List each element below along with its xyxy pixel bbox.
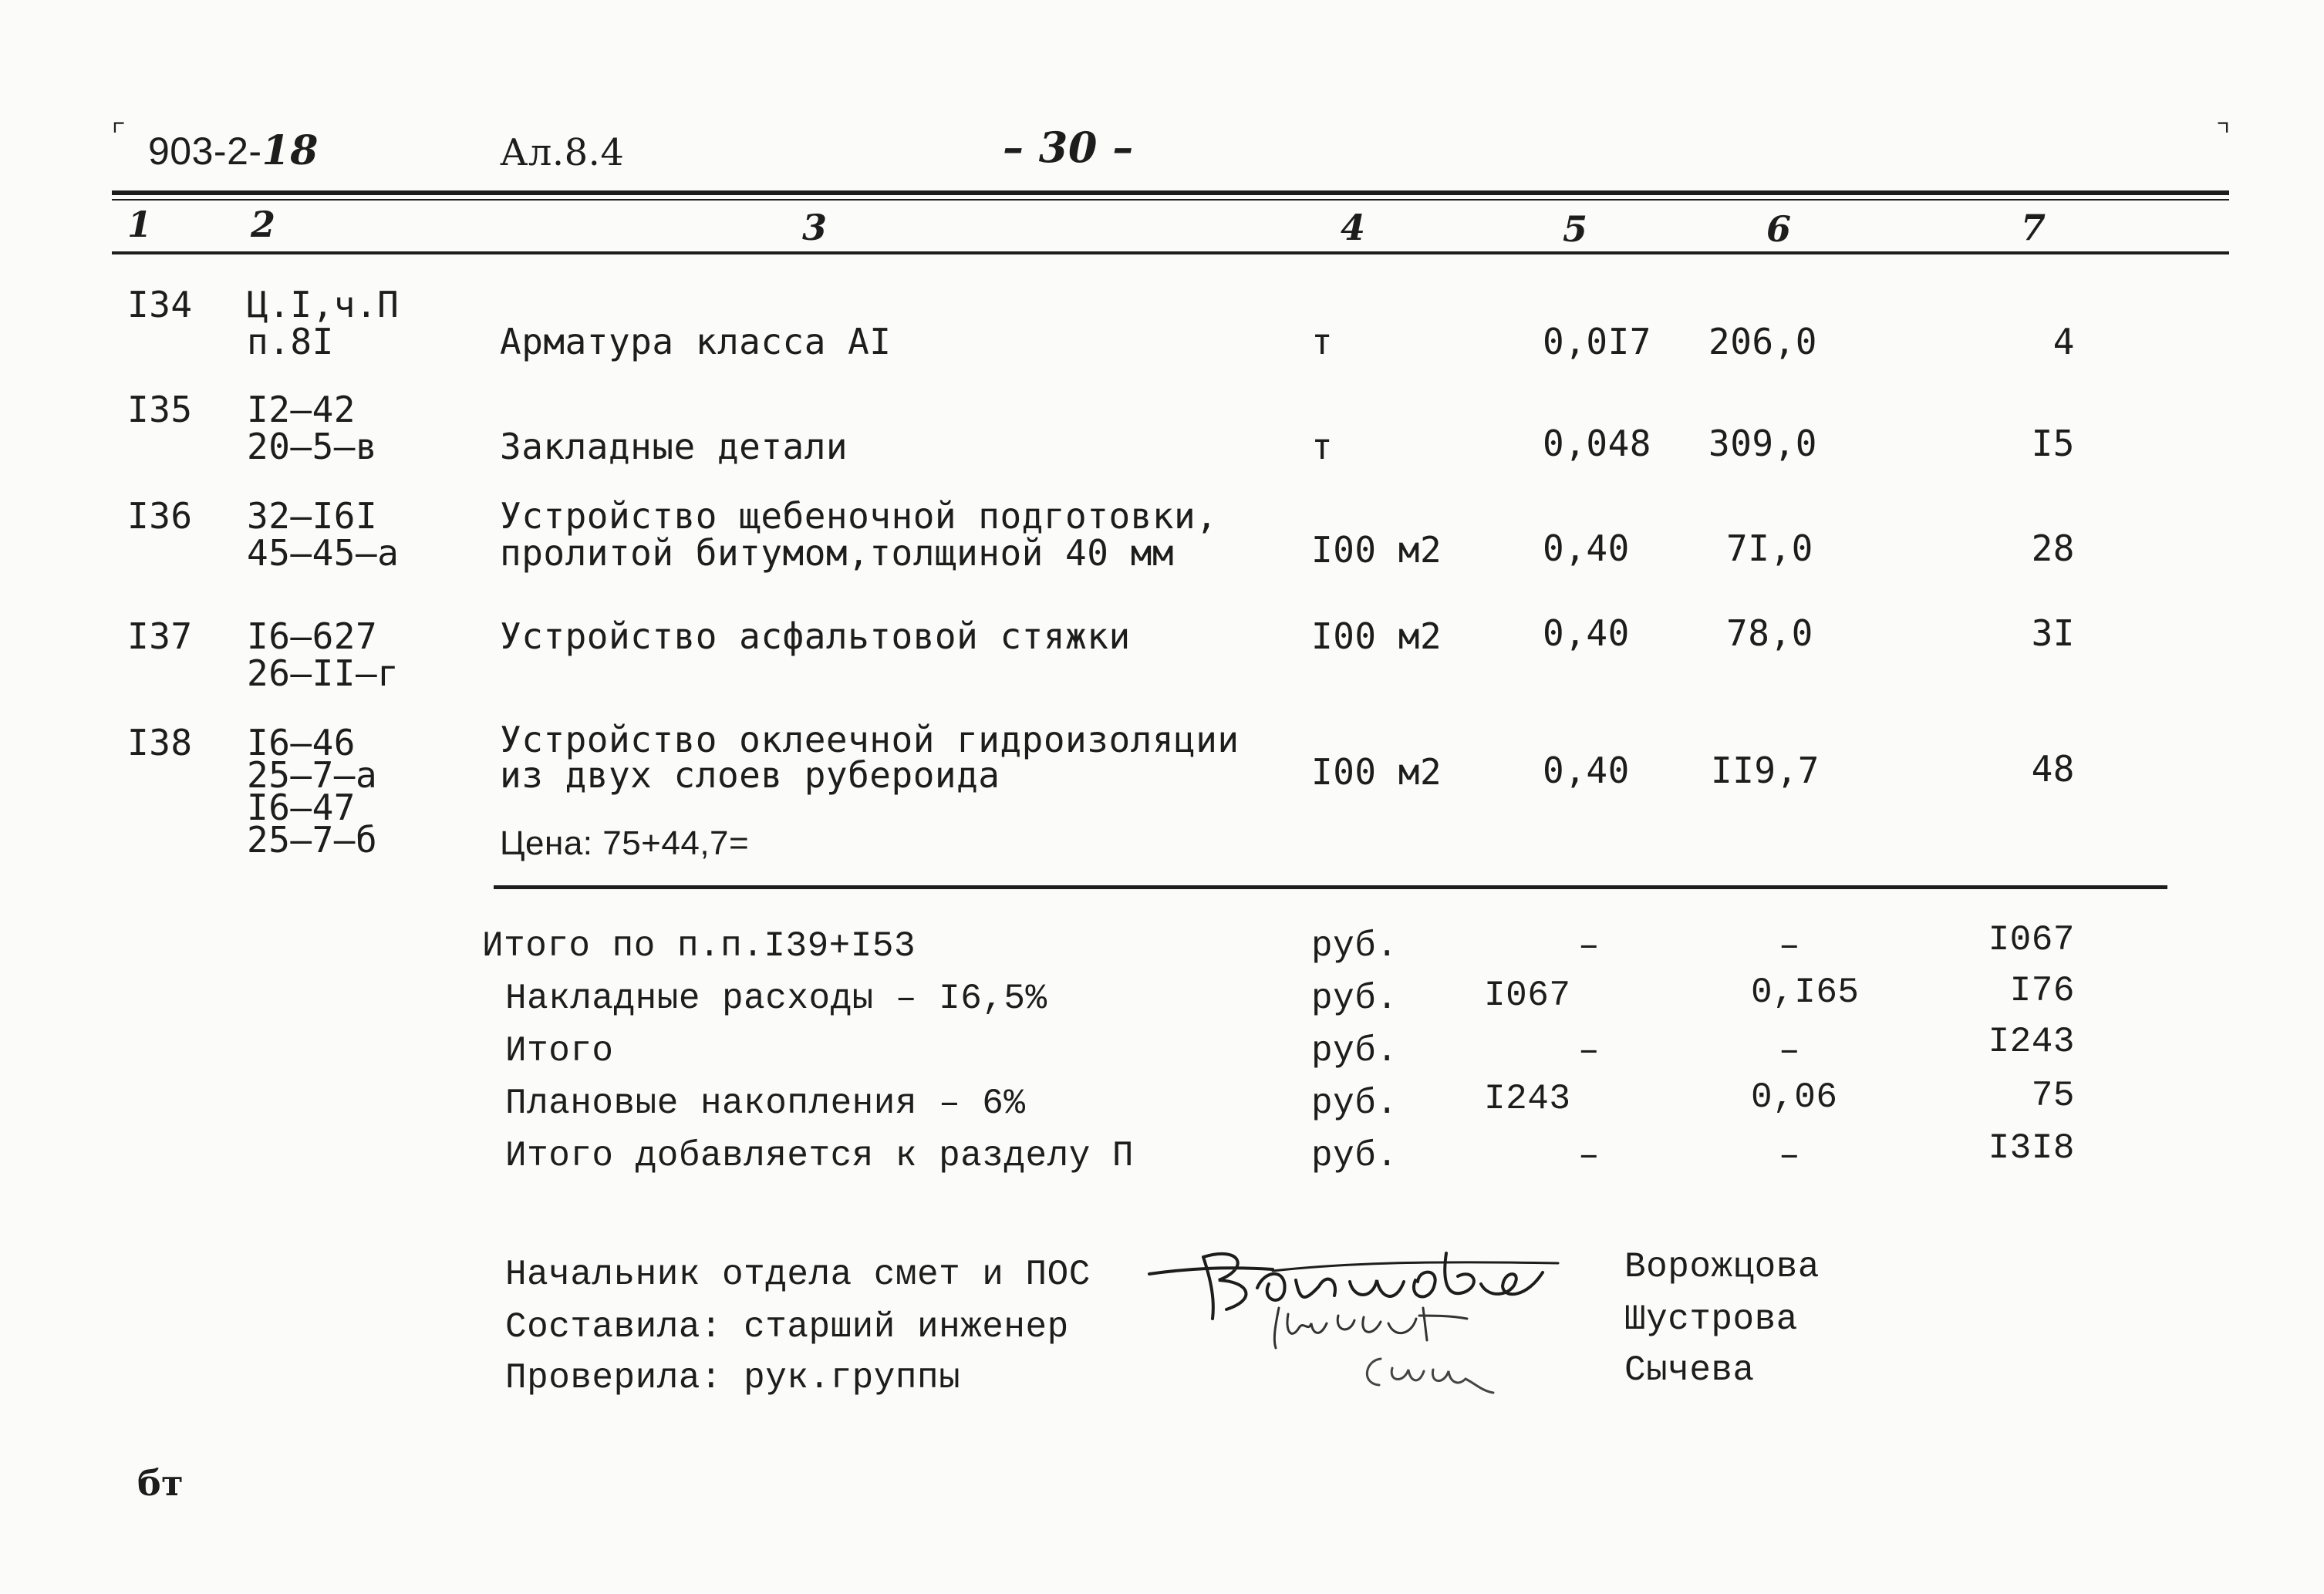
sheet-label: Ал.8.4 — [500, 131, 625, 174]
work-description: Закладные детали — [500, 426, 848, 467]
unit-of-measure: т — [1311, 321, 1334, 362]
unit-price: 78,0 — [1726, 612, 1813, 654]
norm-reference-line: 25–7–б — [247, 819, 378, 861]
summary-unit: руб. — [1311, 1136, 1398, 1176]
signatory-name: Ворожцова — [1624, 1247, 1820, 1287]
document-code-printed: 903-2- — [148, 130, 262, 173]
corner-mark-left: ⌜ — [110, 116, 129, 151]
footer-mark: бт — [137, 1462, 184, 1504]
unit-price: II9,7 — [1711, 750, 1820, 791]
row-number: I36 — [127, 495, 193, 537]
norm-reference-line: 26–II–г — [247, 652, 400, 694]
norm-reference-line: Ц.I,ч.П — [247, 284, 400, 325]
row-number: I35 — [127, 389, 193, 430]
column-number-4: 4 — [1341, 207, 1366, 248]
norm-reference-line: I2–42 — [247, 389, 356, 430]
norm-reference-line: I6–627 — [247, 615, 378, 657]
summary-separator-rule — [494, 885, 2167, 889]
summary-unit: руб. — [1311, 979, 1398, 1019]
corner-mark-right: ⌝ — [2214, 116, 2233, 151]
quantity-value: 0,40 — [1543, 612, 1630, 654]
unit-of-measure: I00 м2 — [1311, 615, 1442, 657]
summary-base: – — [1577, 1136, 1600, 1176]
summary-unit: руб. — [1311, 1083, 1398, 1124]
column-number-7: 7 — [2021, 207, 2046, 248]
norm-reference-line: 45–45–а — [247, 532, 400, 574]
summary-unit: руб. — [1311, 1031, 1398, 1071]
quantity-value: 0,40 — [1543, 527, 1630, 569]
signature-role: Составила: старший инженер — [505, 1307, 1069, 1347]
summary-label: Плановые накопления – 6% — [505, 1083, 1026, 1124]
work-description: Устройство оклеечной гидроизоляции — [500, 719, 1240, 760]
summary-total: I76 — [2009, 971, 2075, 1011]
quantity-value: 0,0I7 — [1543, 321, 1651, 362]
norm-reference-line: п.8I — [247, 321, 334, 362]
row-number: I34 — [127, 284, 193, 325]
total-cost: I5 — [2031, 423, 2075, 464]
price-note: Цена: 75+44,7= — [500, 824, 750, 862]
row-number: I38 — [127, 722, 193, 763]
total-cost: 4 — [2052, 321, 2075, 362]
column-number-2: 2 — [251, 204, 276, 245]
summary-total: I067 — [1988, 920, 2075, 960]
norm-reference-line: 32–I6I — [247, 495, 378, 537]
unit-price: 206,0 — [1708, 321, 1817, 362]
summary-base: – — [1577, 926, 1600, 966]
summary-label: Итого — [505, 1031, 614, 1071]
unit-price: 309,0 — [1708, 423, 1817, 464]
summary-total: I243 — [1988, 1022, 2075, 1062]
header-top-rule-thin — [112, 199, 2229, 201]
column-number-3: 3 — [802, 207, 828, 248]
summary-rate: – — [1778, 1031, 1801, 1071]
signatory-name: Сычева — [1624, 1350, 1755, 1390]
column-number-5: 5 — [1563, 208, 1588, 250]
summary-total: I3I8 — [1988, 1128, 2075, 1168]
summary-rate: – — [1778, 1136, 1801, 1176]
header-top-rule — [112, 190, 2229, 195]
summary-base: I067 — [1484, 976, 1571, 1016]
document-code-handwritten: 18 — [261, 127, 319, 174]
row-number: I37 — [127, 615, 193, 657]
summary-label: Накладные расходы – I6,5% — [505, 979, 1047, 1019]
summary-rate: 0,06 — [1751, 1077, 1838, 1117]
column-number-1: 1 — [127, 204, 153, 245]
work-description: из двух слоев рубероида — [500, 754, 1000, 796]
work-description: пролитой битумом,толщиной 40 мм — [500, 532, 1175, 574]
unit-of-measure: I00 м2 — [1311, 751, 1442, 793]
total-cost: 3I — [2031, 612, 2075, 654]
summary-base: I243 — [1484, 1079, 1571, 1119]
norm-reference-line: 25–7–а — [247, 754, 378, 796]
norm-reference-line: I6–46 — [247, 722, 356, 763]
norm-reference-line: 20–5–в — [247, 426, 378, 467]
norm-reference-line: I6–47 — [247, 787, 356, 828]
summary-rate: 0,I65 — [1751, 972, 1860, 1013]
document-code — [148, 127, 319, 174]
quantity-value: 0,40 — [1543, 750, 1630, 791]
summary-unit: руб. — [1311, 926, 1398, 966]
summary-rate: – — [1778, 926, 1801, 966]
unit-price: 7I,0 — [1726, 527, 1813, 569]
column-number-6: 6 — [1766, 208, 1792, 250]
summary-label: Итого добавляется к разделу П — [505, 1136, 1135, 1176]
work-description: Устройство асфальтовой стяжки — [500, 615, 1131, 657]
summary-total: 75 — [2031, 1076, 2075, 1116]
page-number: – 30 – — [1003, 123, 1134, 172]
unit-of-measure: т — [1311, 426, 1334, 467]
work-description: Устройство щебеночной подготовки, — [500, 495, 1218, 537]
column-number-rule — [112, 251, 2229, 254]
signatory-name: Шустрова — [1624, 1299, 1798, 1340]
signature-role: Проверила: рук.группы — [505, 1358, 961, 1398]
total-cost: 28 — [2031, 527, 2075, 569]
work-description: Арматура класса AI — [500, 321, 892, 362]
summary-label: Итого по п.п.I39+I53 — [482, 926, 916, 966]
handwritten-signature-sycheva — [1350, 1345, 1504, 1399]
unit-of-measure: I00 м2 — [1311, 529, 1442, 571]
quantity-value: 0,048 — [1543, 423, 1651, 464]
signature-role: Начальник отдела смет и ПОС — [505, 1255, 1091, 1295]
total-cost: 48 — [2031, 748, 2075, 790]
summary-base: – — [1577, 1031, 1600, 1071]
